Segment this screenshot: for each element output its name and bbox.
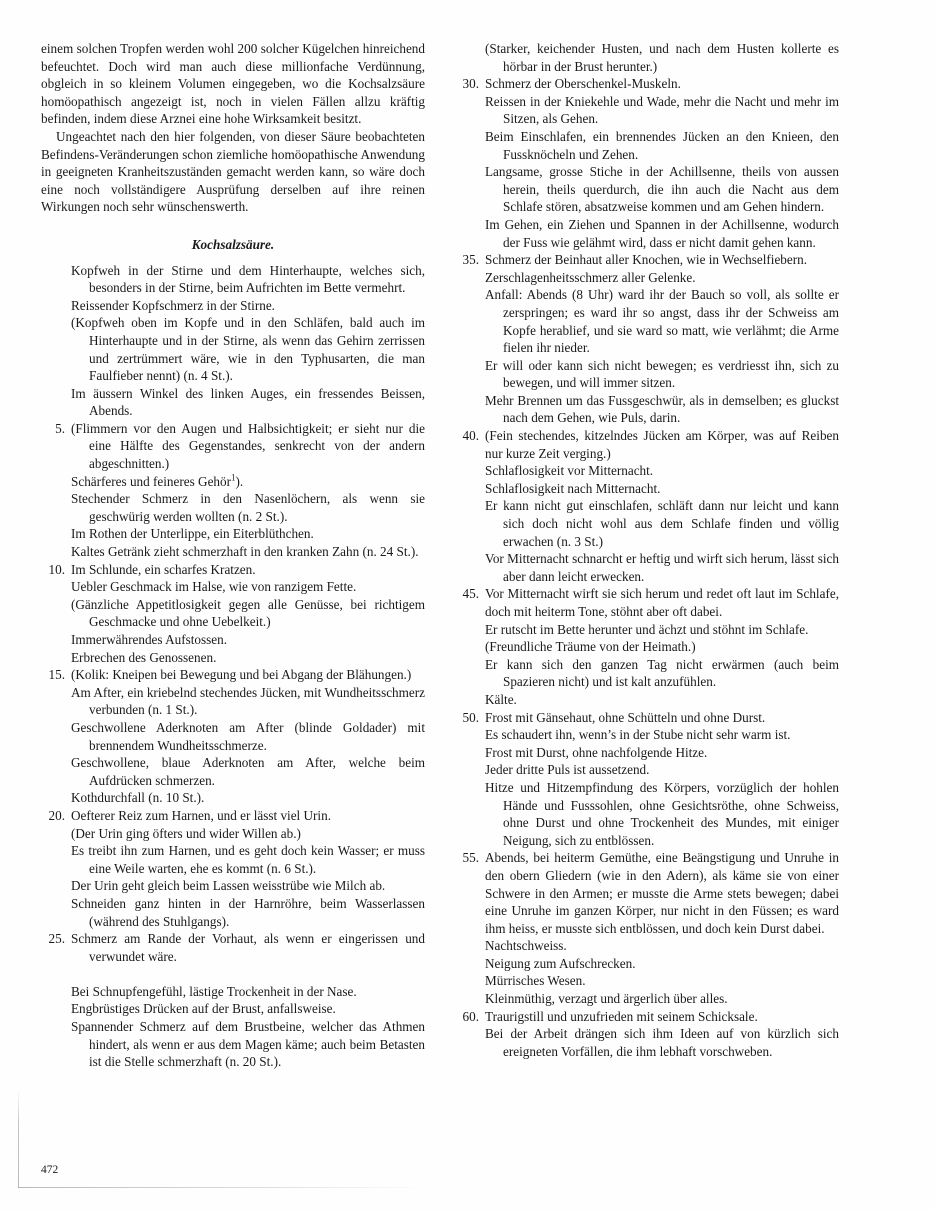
symptom-number: 5.	[55, 420, 65, 436]
symptom-text: Er will oder kann sich nicht bewegen; es verdriesst ihn, sich zu bewegen, und will immer sitzen.	[485, 357, 839, 391]
symptom-number: 45.	[462, 586, 479, 602]
symptom-text: (Starker, keichender Husten, und nach dem Husten kollerte es hörbar in der Brust herunter.)	[485, 41, 839, 74]
symptom-text: Kälte.	[485, 691, 517, 707]
symptom-text: (Fein stechendes, kitzelndes Jücken am Körper, was auf Reiben nur kurze Zeit verging.)	[485, 428, 839, 461]
symptom-text: (Kolik: Kneipen bei Bewegung und bei Abgang der Blähungen.)	[71, 667, 412, 683]
symptom-text: Jeder dritte Puls ist aussetzend.	[485, 762, 650, 778]
symptom-text: Er rutscht im Bette herunter und ächzt und stöhnt im Schlafe.	[485, 621, 809, 637]
symptom-text: Schlaflosigkeit nach Mitternacht.	[485, 480, 661, 496]
symptom-list-left-continued	[41, 983, 425, 1071]
symptom-text: Langsame, grosse Stiche in der Achillsenne, theils von aussen herein, theils querdurch, die ihn auch die Nacht aus dem Schlafe stören, absatzweise kommen und am Gehen hindern.	[485, 164, 839, 215]
symptom-entry	[41, 789, 425, 807]
symptom-text: Es treibt ihn zum Harnen, und es geht doch kein Wasser; er muss eine Weile warten, ehe es kommt (n. 6 St.).	[71, 843, 425, 876]
symptom-text: (Gänzliche Appetitlosigkeit gegen alle Genüsse, bei richtigem Geschmacke und ohne Uebelkeit.)	[71, 596, 425, 630]
symptom-text: Er kann sich den ganzen Tag nicht erwärmen (auch beim Spazieren nicht) und ist kalt anzufühlen.	[485, 656, 839, 690]
symptom-text: (Der Urin ging öfters und wider Willen ab.)	[71, 825, 301, 841]
symptom-entry	[455, 638, 839, 656]
symptom-text: Spannender Schmerz auf dem Brustbeine, welcher das Athmen hindert, als wenn er aus dem Magen käme; auch beim Betasten ist die Stelle schmerzhaft (n. 20 St.).	[71, 1019, 425, 1070]
symptom-entry	[41, 578, 425, 596]
symptom-text: Abends, bei heiterm Gemüthe, eine Beängstigung und Unruhe in den obern Gliedern (wie in den Adern), als käme sie von einer Schwere in den Armen; er musste die Arme stets bewegen; dabei eine Unruhe im ganzen Körper, nur nicht in den Füssen; es ward ihm heiss, er musste sich entblössen, und doch kein Durst dabei.	[485, 850, 839, 936]
symptom-entry	[455, 972, 839, 990]
symptom-entry	[455, 726, 839, 744]
symptom-entry	[41, 1018, 425, 1071]
symptom-text: Hitze und Hitzempfindung des Körpers, vorzüglich der hohlen Hände und Fusssohlen, ohne Gesichtsröthe, ohne Schweiss, ohne Durst und ohne Trockenheit des Mundes, mit einiger Neigung, sich zu entblössen.	[485, 779, 839, 848]
symptom-entry	[41, 385, 425, 420]
symptom-entry	[455, 269, 839, 287]
symptom-entry	[41, 525, 425, 543]
symptom-text: (Flimmern vor den Augen und Halbsichtigkeit; er sieht nur die eine Hälfte des Gegenstandes, senkrecht von der andern abgeschnitten.)	[71, 420, 425, 472]
spacer	[41, 216, 425, 236]
symptom-text: Bei Schnupfengefühl, lästige Trockenheit in der Nase.	[71, 983, 357, 999]
symptom-entry	[455, 990, 839, 1008]
symptom-entry	[455, 585, 839, 620]
symptom-entry	[455, 761, 839, 779]
symptom-entry	[455, 216, 839, 251]
symptom-text-tail: ).	[235, 473, 244, 489]
symptom-entry	[41, 631, 425, 649]
symptom-text: Frost mit Gänsehaut, ohne Schütteln und ohne Durst.	[485, 709, 766, 725]
symptom-number: 60.	[462, 1008, 479, 1024]
symptom-text: (Kopfweh oben im Kopfe und in den Schläfen, bald auch im Hinterhaupte und in der Stirne, als wenn das Gehirn zerrissen und zertrümmert wäre, wie in den Typhusarten, die man Faulfieber nennt) (n. 4 St.).	[71, 315, 425, 384]
symptom-entry	[41, 262, 425, 297]
symptom-text: Kothdurchfall (n. 10 St.).	[71, 790, 205, 806]
symptom-number: 15.	[48, 667, 65, 683]
symptom-entry	[455, 1025, 839, 1060]
spacer	[41, 254, 425, 262]
symptom-number: 20.	[48, 807, 65, 823]
symptom-entry	[41, 983, 425, 1001]
symptom-entry	[41, 684, 425, 719]
symptom-entry	[455, 128, 839, 163]
symptom-entry	[455, 93, 839, 128]
symptom-number: 30.	[462, 76, 479, 92]
symptom-entry	[455, 286, 839, 356]
symptom-text: Schmerz der Oberschenkel-Muskeln.	[485, 76, 681, 92]
symptom-text: Schmerz der Beinhaut aller Knochen, wie in Wechselfiebern.	[485, 252, 808, 268]
paragraph: einem solchen Tropfen werden wohl 200 solcher Kügelchen hinreichend befeuchtet. Doch wird man auch diese millionfache Verdünnung, obgleich in so kleinem Volumen eingegeben, wo die Kochsalzsäure homöopathisch angezeigt ist, noch in vielen Fällen allzu kräftig befinden, indem diese Arznei eine hohe Wirksamkeit besitzt.	[41, 41, 425, 127]
symptom-text: Es schaudert ihn, wenn’s in der Stube nicht sehr warm ist.	[485, 727, 791, 743]
symptom-text: Traurigstill und unzufrieden mit seinem Schicksale.	[485, 1008, 758, 1024]
spacer	[41, 965, 425, 983]
symptom-entry	[455, 75, 839, 93]
symptom-entry	[41, 473, 425, 491]
page-number: 472	[41, 1164, 59, 1176]
symptom-text: Der Urin geht gleich beim Lassen weisstrübe wie Milch ab.	[71, 878, 386, 894]
symptom-number: 25.	[48, 931, 65, 947]
symptom-text: Im Schlunde, ein scharfes Kratzen.	[71, 561, 256, 577]
right-column	[455, 40, 839, 1060]
symptom-list-left	[41, 262, 425, 966]
symptom-text: Mürrisches Wesen.	[485, 973, 586, 989]
symptom-entry	[41, 490, 425, 525]
symptom-text: Kopfweh in der Stirne und dem Hinterhaupte, welches sich, besonders in der Stirne, beim Aufrichten im Bette vermehrt.	[71, 262, 425, 296]
symptom-entry	[455, 163, 839, 216]
symptom-text: Oefterer Reiz zum Harnen, und er lässt viel Urin.	[71, 807, 331, 823]
symptom-entry	[41, 719, 425, 754]
symptom-entry	[455, 427, 839, 462]
symptom-entry	[455, 779, 839, 849]
symptom-list-right	[455, 40, 839, 1060]
symptom-text: Vor Mitternacht wirft sie sich herum und redet oft laut im Schlafe, doch mit heiterm Tone, stöhnt aber oft dabei.	[485, 586, 839, 619]
symptom-text: Im äussern Winkel des linken Auges, ein fressendes Beissen, Abends.	[71, 385, 425, 419]
symptom-text: Mehr Brennen um das Fussgeschwür, als in demselben; es gluckst nach dem Gehen, wie Puls, darin.	[485, 392, 839, 426]
symptom-text: Frost mit Durst, ohne nachfolgende Hitze.	[485, 744, 708, 760]
symptom-text: Erbrechen des Genossenen.	[71, 649, 217, 665]
symptom-entry	[455, 392, 839, 427]
symptom-entry	[455, 40, 839, 75]
symptom-text: Engbrüstiges Drücken auf der Brust, anfallsweise.	[71, 1001, 336, 1017]
paragraph: Ungeachtet nach den hier folgenden, von dieser Säure beobachteten Befindens-Veränderungen schon ziemliche homöopathische Anwendung in geeigneten Kranheitszuständen gemacht werden kann, so wäre doch eine noch vollständigere Ausprüfung derselben auf ihre reinen Wirkungen noch sehr wünschenswerth.	[41, 128, 425, 215]
symptom-number: 55.	[462, 850, 479, 866]
symptom-entry	[41, 877, 425, 895]
symptom-entry	[41, 1000, 425, 1018]
symptom-entry	[41, 807, 425, 825]
left-column	[41, 40, 425, 1071]
symptom-text: Beim Einschlafen, ein brennendes Jücken an den Knieen, den Fussknöcheln und Zehen.	[485, 128, 839, 162]
symptom-text: Im Rothen der Unterlippe, ein Eiterblüthchen.	[71, 526, 314, 542]
symptom-text: Schneiden ganz hinten in der Harnröhre, beim Wasserlassen (während des Stuhlgangs).	[71, 895, 425, 929]
symptom-entry	[41, 561, 425, 579]
symptom-entry	[41, 297, 425, 315]
symptom-entry	[41, 825, 425, 843]
running-prose-block	[41, 40, 425, 216]
symptom-number: 50.	[462, 709, 479, 725]
symptom-entry	[455, 357, 839, 392]
symptom-text: Schlaflosigkeit vor Mitternacht.	[485, 463, 654, 479]
symptom-text: Im Gehen, ein Ziehen und Spannen in der Achillsenne, wodurch der Fuss wie gelähmt wird, dass er nicht damit gehen kann.	[485, 216, 839, 250]
symptom-text: Schärferes und feineres Gehör	[71, 473, 232, 489]
symptom-number: 10.	[48, 561, 65, 577]
symptom-entry	[455, 251, 839, 269]
symptom-entry	[455, 709, 839, 727]
symptom-entry	[455, 955, 839, 973]
symptom-number: 40.	[462, 428, 479, 444]
symptom-text: Vor Mitternacht schnarcht er heftig und wirft sich herum, lässt sich aber dann leicht erwecken.	[485, 551, 839, 584]
section-heading: Kochsalzsäure.	[191, 236, 275, 252]
symptom-text: Er kann nicht gut einschlafen, schläft dann nur leicht und kann sich doch nicht wohl aus dem Schlafe finden und völlig erwachen (n. 3 St.)	[485, 498, 839, 549]
footnote-marker: 1	[231, 472, 236, 483]
symptom-text: Reissender Kopfschmerz in der Stirne.	[71, 297, 275, 313]
symptom-text: Geschwollene, blaue Aderknoten am After, welche beim Aufdrücken schmerzen.	[71, 755, 425, 788]
symptom-text: (Freundliche Träume von der Heimath.)	[485, 639, 696, 655]
symptom-text: Anfall: Abends (8 Uhr) ward ihr der Bauch so voll, als sollte er zerspringen; es ward ihr so angst, dass ihr der Schweiss am Kopfe herablief, und sie ward so matt, wie verlähmt; die Arme fielen ihr nieder.	[485, 287, 839, 356]
symptom-text: Nachtschweiss.	[485, 938, 567, 954]
symptom-text: Kleinmüthig, verzagt und ärgerlich über alles.	[485, 991, 728, 1007]
symptom-text: Stechender Schmerz in den Nasenlöchern, als wenn sie geschwürig werden wollten (n. 2 St.).	[71, 491, 425, 524]
symptom-text: Kaltes Getränk zieht schmerzhaft in den kranken Zahn (n. 24 St.).	[71, 544, 419, 560]
symptom-entry	[41, 842, 425, 877]
symptom-text: Geschwollene Aderknoten am After (blinde Goldader) mit brennendem Wundheitsschmerze.	[71, 719, 425, 753]
symptom-text: Bei der Arbeit drängen sich ihm Ideen auf von kürzlich sich ereigneten Vorfällen, die ihm lebhaft vorschweben.	[485, 1026, 839, 1059]
symptom-entry	[41, 930, 425, 965]
symptom-entry	[455, 937, 839, 955]
symptom-entry	[41, 649, 425, 667]
symptom-entry	[455, 550, 839, 585]
symptom-entry	[455, 497, 839, 550]
symptom-entry	[455, 621, 839, 639]
symptom-text: Uebler Geschmack im Halse, wie von ranzigem Fette.	[71, 579, 357, 595]
symptom-entry	[455, 691, 839, 709]
symptom-entry	[41, 666, 425, 684]
symptom-entry	[455, 1008, 839, 1026]
symptom-text: Neigung zum Aufschrecken.	[485, 955, 636, 971]
symptom-entry	[41, 754, 425, 789]
symptom-entry	[41, 314, 425, 384]
symptom-entry	[455, 849, 839, 937]
symptom-entry	[455, 480, 839, 498]
symptom-entry	[41, 543, 425, 561]
symptom-number: 35.	[462, 252, 479, 268]
symptom-text: Schmerz am Rande der Vorhaut, als wenn er eingerissen und verwundet wäre.	[71, 931, 425, 964]
symptom-entry	[455, 462, 839, 480]
symptom-text: Am After, ein kriebelnd stechendes Jücken, mit Wundheitsschmerz verbunden (n. 1 St.).	[71, 684, 425, 718]
symptom-entry	[455, 744, 839, 762]
symptom-text: Reissen in der Kniekehle und Wade, mehr die Nacht und mehr im Sitzen, als Gehen.	[485, 93, 839, 127]
symptom-entry	[41, 895, 425, 930]
symptom-entry	[455, 656, 839, 691]
symptom-entry	[41, 596, 425, 631]
symptom-entry	[41, 420, 425, 473]
symptom-text: Immerwährendes Aufstossen.	[71, 632, 228, 647]
symptom-text: Zerschlagenheitsschmerz aller Gelenke.	[485, 269, 696, 285]
